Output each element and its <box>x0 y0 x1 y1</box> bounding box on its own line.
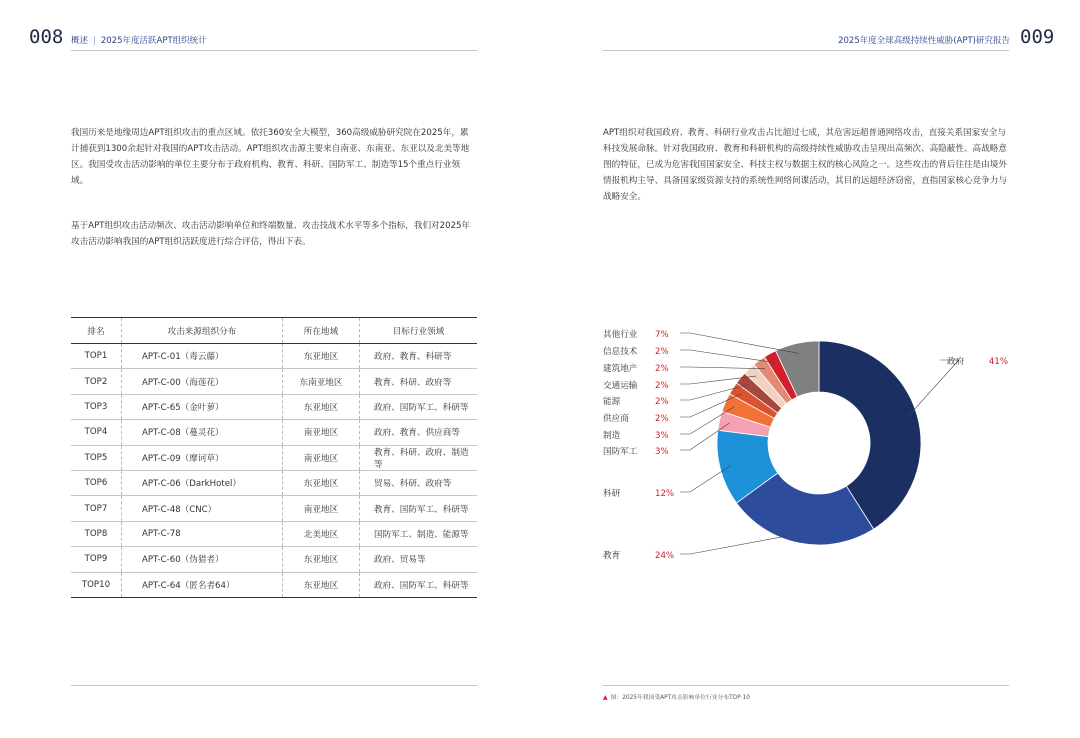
chart-value-label: 2% <box>655 364 669 374</box>
chart-value-label: 2% <box>655 397 669 407</box>
chart-caption-text: 图：2025年我国受APT攻击影响单位行业分布TOP 10 <box>610 695 750 701</box>
table-cell-industry: 贸易、科研、政府等 <box>360 470 478 495</box>
table-cell-region: 南亚地区 <box>283 496 360 521</box>
chart-value-label: 7% <box>655 330 669 340</box>
chart-category-label: 供应商 <box>603 414 629 424</box>
chart-category-label: 能源 <box>603 397 621 407</box>
table-cell-region: 东亚地区 <box>283 394 360 419</box>
table-cell-group: APT-C-60（伪猎者） <box>122 547 283 572</box>
leader-line-10 <box>680 350 775 363</box>
left-paragraph-1: 我国历来是地缘周边APT组织攻击的重点区域。依托360安全大模型，360高级威胁研究院在2025年，累计捕获到1300余起针对我国的APT攻击活动。APT组织攻击源主要来自南亚、东南亚、东亚以及北美等地区。我国受攻击活动影响的单位主要分布于政府机构、教育、科研、国防军工、制造等15个重点行业领域。 <box>71 128 470 186</box>
chart-caption <box>603 692 750 701</box>
chart-value-label: 24% <box>655 551 675 561</box>
left-header-section: 概述 <box>71 36 89 46</box>
leader-line-11 <box>680 333 799 353</box>
caption-triangle-icon: ▲ <box>603 694 608 701</box>
table-cell-industry: 政府、教育、科研等 <box>360 344 478 369</box>
table-cell-group: APT-C-09（摩诃草） <box>122 445 283 470</box>
chart-value-label: 3% <box>655 447 669 457</box>
table-header-region: 所在地域 <box>283 318 360 344</box>
table-header-group: 攻击来源组织分布 <box>122 318 283 344</box>
table-cell-rank: TOP7 <box>71 496 122 521</box>
chart-category-label: 国防军工 <box>603 447 638 457</box>
chart-category-label: 制造 <box>603 431 621 441</box>
table-cell-region: 东亚地区 <box>283 470 360 495</box>
chart-value-label: 2% <box>655 347 669 357</box>
left-page-number: 008 <box>29 26 64 48</box>
header-separator: | <box>93 36 96 46</box>
table-cell-region: 东亚地区 <box>283 344 360 369</box>
table-cell-industry: 教育、科研、政府等 <box>360 369 478 394</box>
table-cell-region: 东南亚地区 <box>283 369 360 394</box>
table-cell-rank: TOP10 <box>71 572 122 597</box>
table-cell-rank: TOP9 <box>71 547 122 572</box>
leader-line-2 <box>680 533 802 554</box>
chart-value-label: 2% <box>655 381 669 391</box>
table-cell-rank: TOP2 <box>71 369 122 394</box>
table-cell-region: 北美地区 <box>283 521 360 546</box>
table-cell-group: APT-C-65（金叶萝） <box>122 394 283 419</box>
leader-line-1 <box>907 360 959 417</box>
table-cell-region: 南亚地区 <box>283 445 360 470</box>
chart-category-label: 建筑地产 <box>603 364 638 374</box>
table-cell-industry: 政府、贸易等 <box>360 547 478 572</box>
table-cell-region: 东亚地区 <box>283 547 360 572</box>
table-cell-group: APT-C-00（海莲花） <box>122 369 283 394</box>
chart-category-label: 教育 <box>603 551 621 561</box>
table-cell-industry: 教育、科研、政府、制造等 <box>360 445 478 470</box>
left-paragraph-2: 基于APT组织攻击活动频次、攻击活动影响单位和终端数量、攻击技战术水平等多个指标，我们对2025年攻击活动影响我国的APT组织活跃度进行综合评估，得出下表。 <box>71 221 471 247</box>
right-footer-rule <box>603 685 1009 686</box>
chart-value-label: 12% <box>655 489 675 499</box>
table-cell-region: 南亚地区 <box>283 420 360 445</box>
table-cell-industry: 教育、国防军工、科研等 <box>360 496 478 521</box>
chart-category-label: 其他行业 <box>603 330 638 340</box>
chart-category-label: 科研 <box>603 489 621 499</box>
table-cell-group: APT-C-08（蔓灵花） <box>122 420 283 445</box>
table-header-industry: 目标行业领域 <box>360 318 478 344</box>
table-cell-group: APT-C-78 <box>122 521 283 546</box>
chart-value-label: 3% <box>655 431 669 441</box>
table-cell-industry: 政府、国防军工、科研等 <box>360 394 478 419</box>
table-cell-group: APT-C-01（毒云藤） <box>122 344 283 369</box>
right-paragraph: APT组织对我国政府、教育、科研行业攻击占比超过七成，其危害远超普通网络攻击，直接关系国家安全与科技发展命脉。针对我国政府、教育和科研机构的高级持续性威胁攻击呈现出高频次、高隐蔽性、高战略意图的特征，已成为危害我国国家安全、科技主权与数据主权的核心风险之一。这些攻击的背后往往是由境外情报机构主导、具备国家级资源支持的系统性网络间谍活动，其目的远超经济窃密，直指国家核心竞争力与战略安全。 <box>603 128 1007 202</box>
table-cell-rank: TOP3 <box>71 394 122 419</box>
table-header-rank: 排名 <box>71 318 122 344</box>
table-cell-rank: TOP4 <box>71 420 122 445</box>
table-cell-group: APT-C-06（DarkHotel） <box>122 470 283 495</box>
right-header-title: 2025年度全球高级持续性威胁(APT)研究报告 <box>838 36 1010 46</box>
chart-value-label: 41% <box>988 357 1008 367</box>
chart-value-label: 2% <box>655 414 669 424</box>
table-cell-group: APT-C-48（CNC） <box>122 496 283 521</box>
table-cell-industry: 政府、教育、供应商等 <box>360 420 478 445</box>
table-cell-region: 东亚地区 <box>283 572 360 597</box>
table-cell-group: APT-C-64（匿名者64） <box>122 572 283 597</box>
left-header-title: 2025年度活跃APT组织统计 <box>100 36 207 46</box>
table-cell-rank: TOP1 <box>71 344 122 369</box>
table-cell-industry: 政府、国防军工、科研等 <box>360 572 478 597</box>
table-cell-rank: TOP8 <box>71 521 122 546</box>
chart-category-label: 交通运输 <box>603 381 638 391</box>
chart-category-label: 信息技术 <box>603 347 638 357</box>
table-cell-rank: TOP5 <box>71 445 122 470</box>
table-cell-rank: TOP6 <box>71 470 122 495</box>
right-page-number: 009 <box>1020 26 1055 48</box>
chart-category-label: 政府 <box>947 357 965 367</box>
table-cell-industry: 国防军工、制造、能源等 <box>360 521 478 546</box>
